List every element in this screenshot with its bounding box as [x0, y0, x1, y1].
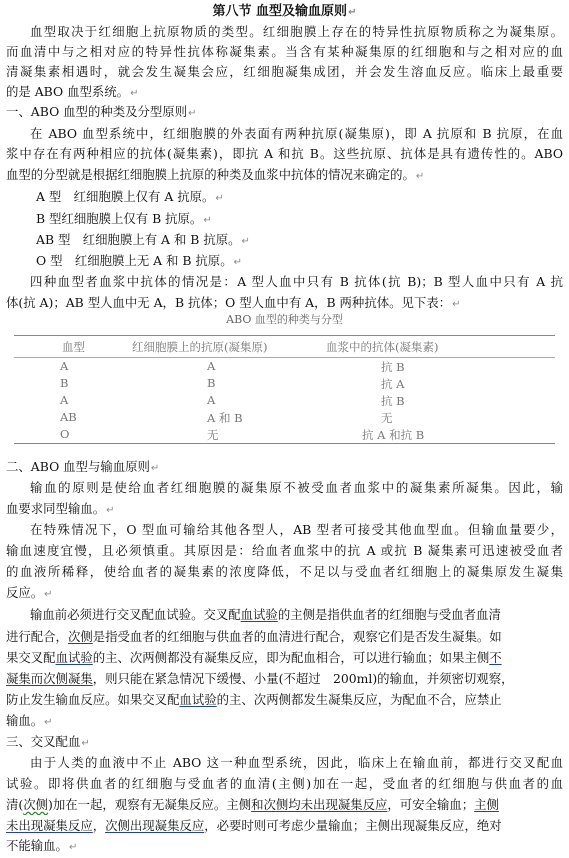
paragraph-line: 清(次侧)加在一起，观察有无凝集反应。主侧和次侧均未出现凝集反应，可安全输血；主侧 — [6, 797, 499, 812]
paragraph-line: 试验。即将供血者的红细胞与受血者的血清(主侧)加在一起，受血者的红细胞与供血者的血 — [6, 776, 563, 791]
table-rule-top — [14, 335, 555, 336]
table-rule-bottom — [14, 443, 555, 444]
heading-2: 二、ABO 血型与输血原则↵ — [6, 459, 160, 474]
paragraph-line: 果交叉配血试验的主、次两侧都没有凝集反应，即为配血相合，可以进行输血；如果主侧不 — [6, 650, 502, 665]
paragraph-line: 由于人类的血液中不止 ABO 这一种血型系统，因此，临床上在输血前，都进行交叉配血 — [30, 755, 563, 770]
paragraph-line: 而血清中与之相对应的特异性抗体称凝集素。当含有某种凝集原的红细胞和与之相对应的血 — [6, 44, 563, 59]
header-antigen: 红细胞膜上的抗原(凝集原) — [132, 340, 268, 354]
header-blood-type: 血型 — [62, 340, 85, 354]
section-title: 第八节 血型及输血原则↵ — [212, 4, 357, 19]
table-row: AB A 和 B 无 — [60, 410, 393, 425]
paragraph-line: 的血液所稀释，使给血者的凝集素的浓度降低，不足以与受血者红细胞上的凝集原发生凝集 — [6, 564, 563, 579]
blood-type-table — [14, 313, 555, 445]
paragraph-line: 进行配合，次侧是指受血者的红细胞与供血者的血清进行配合，观察它们是否发生凝集。如 — [6, 629, 502, 644]
paragraph-line: 血型的分型就是根据红细胞膜上抗原的种类及血浆中抗体的情况来确定的。↵ — [6, 167, 425, 182]
type-a-line: A 型 红细胞膜上仅有 A 抗原。↵ — [36, 189, 224, 204]
paragraph-line: 在特殊情况下，O 型血可输给其他各型人，AB 型者可接受其他血型血。但输血量要少， — [30, 522, 563, 537]
paragraph-line: 输血速度宜慢，且必须慎重。其原因是：给血者血浆中的抗 A 或抗 B 凝集素可迅速被受血者 — [6, 543, 563, 558]
paragraph-line: 浆中存在有两种相应的抗体(凝集素)，即抗 A 和抗 B。这些抗原、抗体是具有遗传性的。ABO — [6, 146, 563, 161]
paragraph-line: 血型取决于红细胞上抗原物质的类型。红细胞膜上存在的特异性抗原物质称之为凝集原。 — [30, 24, 563, 39]
table-title: ABO 血型的种类与分型 — [226, 313, 343, 326]
table-row: A A 抗 B — [60, 359, 405, 374]
paragraph-line: 输血的原则是使给血者红细胞膜的凝集原不被受血者血浆中的凝集素所凝集。因此，输 — [30, 480, 563, 495]
heading-1: 一、ABO 血型的种类及分型原则↵ — [6, 104, 197, 119]
paragraph-line: 体(抗 A)；AB 型人血中无 A，B 抗体；O 型人血中有 A，B 两种抗体。见下表：↵ — [6, 295, 461, 310]
paragraph-line: 输血。↵ — [6, 713, 53, 728]
table-row: B B 抗 A — [60, 376, 405, 391]
type-ab-line: AB 型 红细胞膜上有 A 和 B 抗原。↵ — [36, 232, 250, 247]
paragraph-line: 血要求同型输血。↵ — [6, 501, 115, 516]
paragraph-line: 防止发生输血反应。如果交叉配血试验的主、次两侧都发生凝集反应，为配血不合，应禁止 — [6, 692, 502, 707]
paragraph-line: 清凝集素相遇时，就会发生凝集会应，红细胞凝集成团，并会发生溶血反应。临床上最重要 — [6, 64, 563, 79]
table-row: A A 抗 B — [60, 393, 405, 408]
heading-3: 三、交叉配血↵ — [6, 734, 90, 749]
table-row: O 无 抗 A 和抗 B — [60, 427, 425, 442]
paragraph-line: 凝集而次侧凝集，则只能在紧急情况下缓慢、小量(不超过 200ml)的输血，并须密切观察， — [6, 671, 514, 686]
paragraph-line: 的是 ABO 血型系统。↵ — [6, 84, 139, 99]
table-header-row — [14, 339, 555, 356]
header-antibody: 血浆中的抗体(凝集素) — [326, 340, 439, 354]
type-o-line: O 型 红细胞膜上无 A 和 B 抗原。↵ — [36, 253, 242, 268]
paragraph-line: 未出现凝集反应，次侧出现凝集反应，必要时则可考虑少量输血；主侧出现凝集反应，绝对 — [6, 818, 502, 833]
paragraph-line: 四种血型者血浆中抗体的情况是：A 型人血中只有 B 抗体(抗 B)；B 型人血中只有 A 抗 — [30, 274, 563, 289]
paragraph-line: 输血前必须进行交叉配血试验。交叉配血试验的主侧是指供血者的红细胞与受血者血清 — [30, 607, 501, 622]
table-rule-header — [14, 357, 555, 358]
paragraph-line: 反应。↵ — [6, 585, 53, 600]
paragraph-line: 不能输血。↵ — [6, 838, 78, 853]
type-b-line: B 型红细胞膜上仅有 B 抗原。↵ — [36, 211, 212, 226]
paragraph-line: 在 ABO 血型系统中，红细胞膜的外表面有两种抗原(凝集原)，即 A 抗原和 B 抗原，在血 — [30, 126, 563, 141]
